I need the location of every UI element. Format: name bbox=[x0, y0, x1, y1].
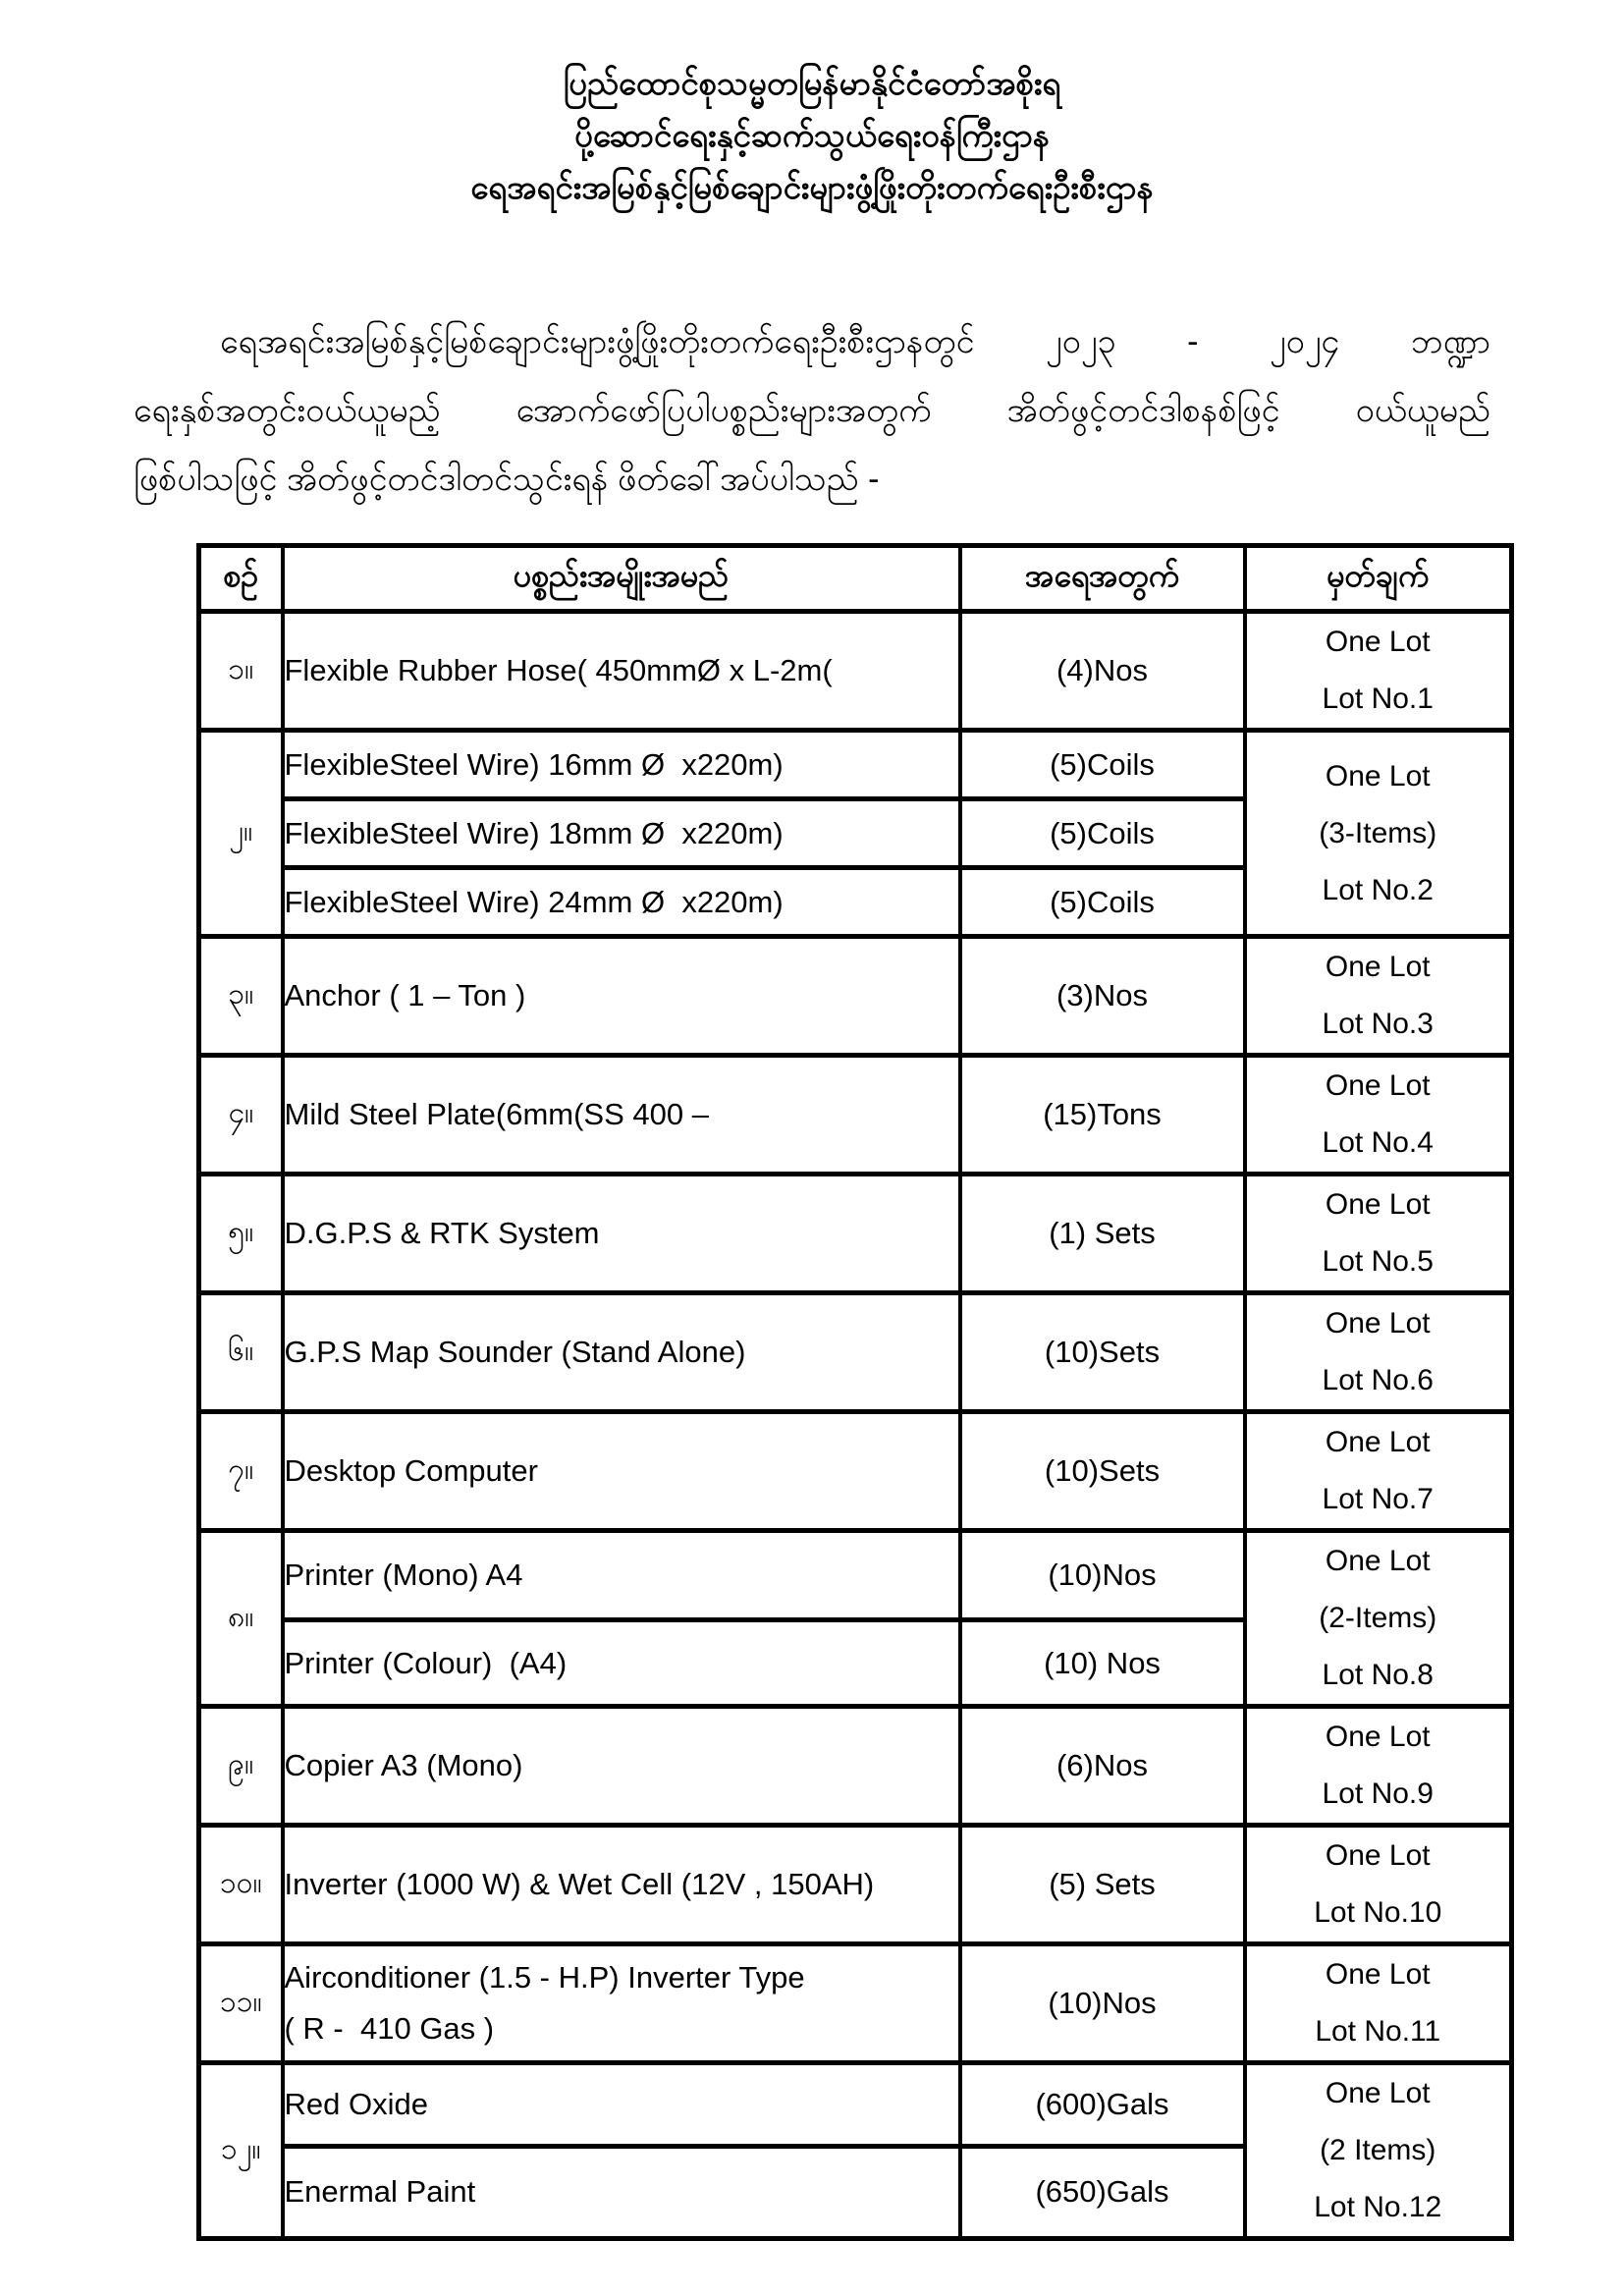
item-name-line: FlexibleSteel Wire) 18mm Ø x220m) bbox=[284, 815, 784, 850]
cell-quantity: (5) Sets bbox=[960, 1826, 1245, 1944]
item-name-line: D.G.P.S & RTK System bbox=[284, 1216, 600, 1250]
cell-remark bbox=[1245, 937, 1512, 1056]
cell-serial: ၂။ bbox=[199, 731, 283, 937]
remark-line: Lot No.9 bbox=[1322, 1777, 1434, 1810]
items-table-body bbox=[199, 612, 1512, 2239]
cell-remark bbox=[1245, 1056, 1512, 1175]
item-name-line: ( R - 410 Gas ) bbox=[284, 2011, 495, 2046]
intro-line-2: ရေးနှစ်အတွင်းဝယ်ယူမည့် အောက်ဖော်ပြပါပစ္စည်းများအတွက် အိတ်ဖွင့်တင်ဒါစနစ်ဖြင့် ဝယ်ယူမည် bbox=[134, 392, 1490, 429]
cell-item-name bbox=[283, 2063, 960, 2147]
cell-item-name bbox=[283, 1707, 960, 1826]
item-name-line: Red Oxide bbox=[284, 2086, 428, 2121]
remark-line: Lot No.4 bbox=[1322, 1126, 1434, 1159]
remark-line: One Lot bbox=[1325, 1069, 1431, 1102]
cell-remark bbox=[1245, 1293, 1512, 1412]
intro-paragraph bbox=[134, 307, 1490, 514]
cell-remark bbox=[1245, 2063, 1512, 2239]
table-row bbox=[199, 731, 1512, 799]
remark-line: (2 Items) bbox=[1320, 2134, 1436, 2166]
item-name-line: Anchor ( 1 – Ton ) bbox=[284, 978, 526, 1012]
cell-serial: ၆။ bbox=[199, 1293, 283, 1412]
cell-item-name bbox=[283, 799, 960, 868]
cell-item-name bbox=[283, 1944, 960, 2063]
table-row bbox=[199, 1944, 1512, 2063]
document-header bbox=[0, 0, 1624, 213]
remark-line: One Lot bbox=[1325, 1426, 1431, 1458]
cell-remark bbox=[1245, 1175, 1512, 1293]
remark-line: (2-Items) bbox=[1319, 1602, 1437, 1634]
cell-remark bbox=[1245, 731, 1512, 937]
item-name-line: Flexible Rubber Hose( 450mmØ x L-2m( bbox=[284, 653, 833, 687]
intro-line-1: ရေအရင်းအမြစ်နှင့်မြစ်ချောင်းများဖွံ့ဖြိုးတိုးတက်ရေးဦးစီးဌာနတွင် ၂၀၂၃ - ၂၀၂၄ ဘဏ္ဍာ bbox=[220, 323, 1490, 360]
cell-quantity: (1) Sets bbox=[960, 1175, 1245, 1293]
cell-item-name bbox=[283, 937, 960, 1056]
cell-item-name bbox=[283, 1056, 960, 1175]
table-row bbox=[199, 612, 1512, 731]
cell-quantity: (10)Nos bbox=[960, 1531, 1245, 1620]
cell-item-name bbox=[283, 612, 960, 731]
cell-serial: ၁၂။ bbox=[199, 2063, 283, 2239]
cell-item-name bbox=[283, 2146, 960, 2238]
cell-item-name bbox=[283, 868, 960, 937]
cell-serial: ၄။ bbox=[199, 1056, 283, 1175]
remark-line: Lot No.3 bbox=[1322, 1008, 1434, 1040]
header-remark: မှတ်ချက် bbox=[1245, 546, 1512, 612]
remark-line: One Lot bbox=[1325, 626, 1431, 658]
cell-serial: ၇။ bbox=[199, 1412, 283, 1531]
cell-item-name bbox=[283, 1826, 960, 1944]
table-row bbox=[199, 1056, 1512, 1175]
title-line-department: ရေအရင်းအမြစ်နှင့်မြစ်ချောင်းများဖွံ့ဖြိုးတိုးတက်ရေးဦးစီးဌာန bbox=[470, 169, 1154, 205]
cell-remark bbox=[1245, 1944, 1512, 2063]
table-row bbox=[199, 1707, 1512, 1826]
table-row bbox=[199, 1826, 1512, 1944]
table-row bbox=[199, 1412, 1512, 1531]
cell-quantity: (4)Nos bbox=[960, 612, 1245, 731]
cell-remark bbox=[1245, 612, 1512, 731]
item-name-line: G.P.S Map Sounder (Stand Alone) bbox=[284, 1335, 746, 1369]
cell-quantity: (10)Sets bbox=[960, 1412, 1245, 1531]
remark-line: One Lot bbox=[1325, 1307, 1431, 1339]
cell-item-name bbox=[283, 1293, 960, 1412]
title-line-government: ပြည်ထောင်စုသမ္မတမြန်မာနိုင်ငံတော်အစိုးရ bbox=[563, 65, 1061, 101]
remark-line: Lot No.6 bbox=[1322, 1364, 1434, 1396]
table-row bbox=[199, 1175, 1512, 1293]
header-serial: စဉ် bbox=[199, 546, 283, 612]
remark-line: Lot No.2 bbox=[1322, 873, 1434, 906]
table-row bbox=[199, 1293, 1512, 1412]
remark-line: One Lot bbox=[1325, 1839, 1431, 1872]
remark-line: One Lot bbox=[1325, 1721, 1431, 1753]
cell-remark bbox=[1245, 1707, 1512, 1826]
item-name-line: Printer (Colour) (A4) bbox=[284, 1645, 568, 1680]
cell-quantity: (650)Gals bbox=[960, 2146, 1245, 2238]
cell-quantity: (5)Coils bbox=[960, 799, 1245, 868]
cell-serial: ၁၁။ bbox=[199, 1944, 283, 2063]
cell-quantity: (10)Sets bbox=[960, 1293, 1245, 1412]
header-quantity: အရေအတွက် bbox=[960, 546, 1245, 612]
table-header-row bbox=[199, 546, 1512, 612]
cell-quantity: (10)Nos bbox=[960, 1944, 1245, 2063]
cell-serial: ၁။ bbox=[199, 612, 283, 731]
cell-item-name bbox=[283, 731, 960, 799]
remark-line: Lot No.7 bbox=[1322, 1483, 1434, 1515]
title-line-ministry: ပို့ဆောင်ရေးနှင့်ဆက်သွယ်ရေးဝန်ကြီးဌာန bbox=[574, 117, 1050, 153]
cell-serial: ၅။ bbox=[199, 1175, 283, 1293]
remark-line: Lot No.1 bbox=[1322, 683, 1434, 715]
table-row bbox=[199, 2063, 1512, 2147]
item-name-line: Inverter (1000 W) & Wet Cell (12V , 150AH) bbox=[284, 1867, 875, 1901]
cell-serial: ၃။ bbox=[199, 937, 283, 1056]
item-name-line: Airconditioner (1.5 - H.P) Inverter Type bbox=[284, 1960, 805, 1995]
cell-remark bbox=[1245, 1531, 1512, 1707]
remark-line: One Lot bbox=[1325, 759, 1431, 793]
cell-quantity: (5)Coils bbox=[960, 731, 1245, 799]
cell-item-name bbox=[283, 1531, 960, 1620]
remark-line: Lot No.8 bbox=[1322, 1659, 1434, 1691]
cell-serial: ၈။ bbox=[199, 1531, 283, 1707]
cell-quantity: (6)Nos bbox=[960, 1707, 1245, 1826]
remark-line: Lot No.10 bbox=[1314, 1896, 1442, 1929]
remark-line: Lot No.11 bbox=[1315, 2015, 1441, 2048]
item-name-line: Enermal Paint bbox=[284, 2174, 476, 2210]
remark-line: One Lot bbox=[1325, 1545, 1431, 1577]
cell-item-name bbox=[283, 1412, 960, 1531]
item-name-line: FlexibleSteel Wire) 16mm Ø x220m) bbox=[284, 746, 784, 782]
header-item-name: ပစ္စည်းအမျိုးအမည် bbox=[283, 546, 960, 612]
cell-serial: ၉။ bbox=[199, 1707, 283, 1826]
cell-quantity: (10) Nos bbox=[960, 1620, 1245, 1707]
item-name-line: Copier A3 (Mono) bbox=[284, 1748, 523, 1782]
cell-remark bbox=[1245, 1412, 1512, 1531]
remark-line: One Lot bbox=[1325, 2077, 1431, 2109]
remark-line: One Lot bbox=[1325, 951, 1431, 983]
cell-quantity: (600)Gals bbox=[960, 2063, 1245, 2147]
table-row bbox=[199, 1531, 1512, 1620]
cell-item-name bbox=[283, 1620, 960, 1707]
table-row bbox=[199, 937, 1512, 1056]
remark-line: Lot No.12 bbox=[1314, 2191, 1442, 2223]
cell-serial: ၁၀။ bbox=[199, 1826, 283, 1944]
item-name-line: Printer (Mono) A4 bbox=[284, 1558, 523, 1593]
cell-quantity: (3)Nos bbox=[960, 937, 1245, 1056]
cell-remark bbox=[1245, 1826, 1512, 1944]
remark-line: One Lot bbox=[1325, 1958, 1431, 1991]
remark-line: Lot No.5 bbox=[1322, 1245, 1434, 1278]
tender-items-table bbox=[196, 543, 1514, 2241]
intro-line-3: ဖြစ်ပါသဖြင့် အိတ်ဖွင့်တင်ဒါတင်သွင်းရန် ဖိတ်ခေါ်အပ်ပါသည် - bbox=[134, 461, 880, 498]
cell-quantity: (15)Tons bbox=[960, 1056, 1245, 1175]
cell-quantity: (5)Coils bbox=[960, 868, 1245, 937]
remark-line: One Lot bbox=[1325, 1188, 1431, 1221]
item-name-line: Mild Steel Plate(6mm(SS 400 – bbox=[284, 1097, 709, 1131]
remark-line: (3-Items) bbox=[1319, 816, 1437, 849]
item-name-line: FlexibleSteel Wire) 24mm Ø x220m) bbox=[284, 884, 784, 919]
item-name-line: Desktop Computer bbox=[284, 1453, 538, 1488]
cell-item-name bbox=[283, 1175, 960, 1293]
